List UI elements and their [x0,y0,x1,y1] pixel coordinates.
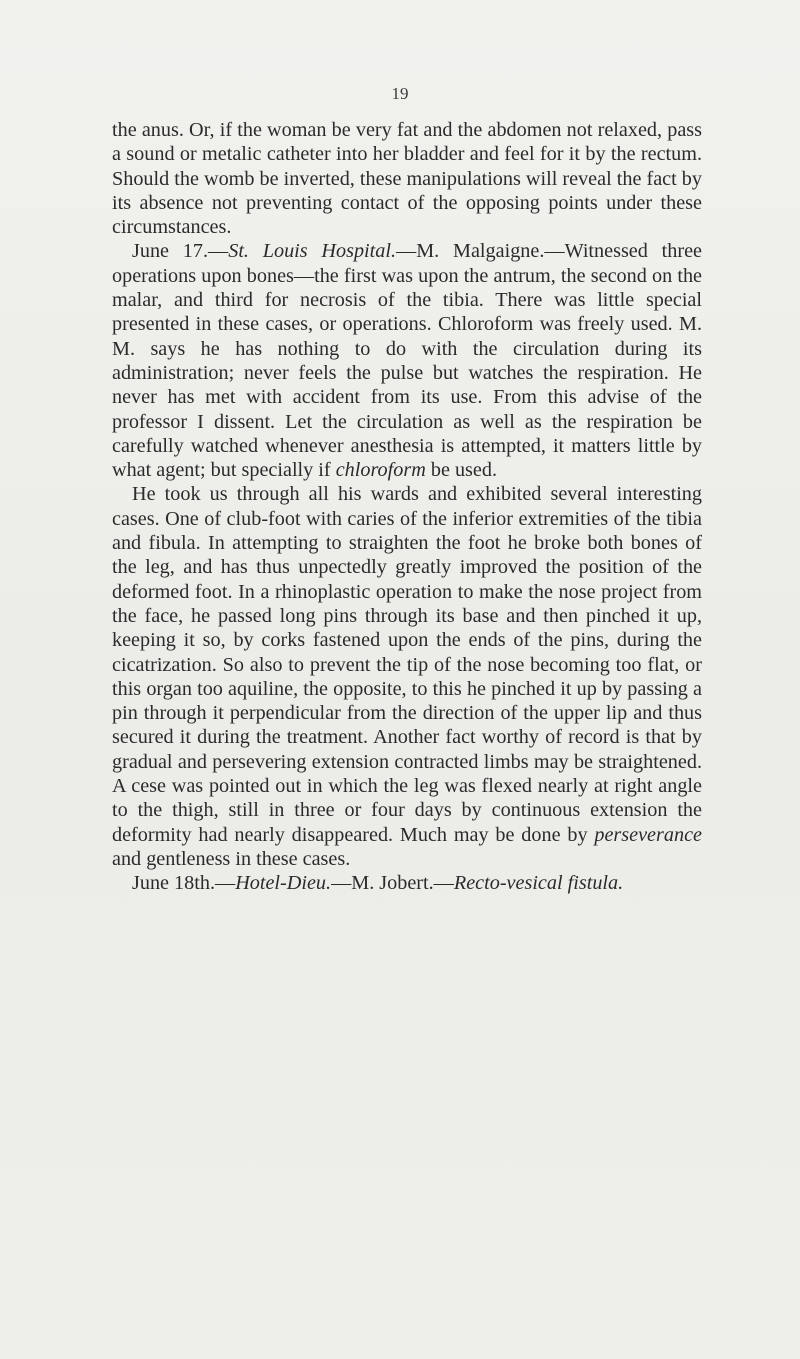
text-run: June 18th.— [132,872,236,895]
italic-text: Hotel-Dieu. [235,872,332,895]
text-run: and gentleness in these cases. [112,847,351,870]
paragraph-st-louis-hospital [112,239,702,482]
italic-text: chloroform [335,459,426,482]
page-number: 19 [391,84,409,103]
paragraph-hotel-dieu [112,871,702,895]
italic-text: Recto-vesical fistula. [453,872,624,895]
italic-text: perseverance [594,823,702,846]
italic-text: St. Louis Hospital. [228,240,397,263]
text-run: —M. Jobert.— [331,872,454,895]
body-text [112,118,702,896]
text-run: He took us through all his wards and exhibited several interesting cases. One of club-foot with caries of the inferior extremities of the tibia and fibula. In attempting to straighten the foot he broke both bones of the leg, and has thus unpectedly greatly improved the position of the deformed foot. In a rhinoplastic operation to make the nose project from the face, he passed long pins through its base and then pinched it up, keeping it so, by corks fastened upon the ends of the pins, during the cicatrization. So also to prevent the tip of the nose becoming too flat, or this organ too aquiline, the opposite, to this he pinched it up by passing a pin through it perpendicular from the direction of the upper lip and thus secured it during the treatment. Another fact worthy of record is that by gradual and persevering extension contracted limbs may be straightened. A cese was pointed out in which the leg was flexed nearly at right angle to the thigh, still in three or four days by continuous extension the deformity had nearly disappeared. Much may be done by [112,483,702,846]
paragraph-wards-cases [112,482,702,871]
paragraph-inverted-womb [112,118,702,239]
text-run: be used. [425,459,497,482]
text-run: —M. Malgaigne.—Witnessed three operations upon bones—the first was upon the antrum, the second on the malar, and third for necrosis of the tibia. There was little special presented in these cases, or operations. Chloroform was freely used. M. M. says he has nothing to do with the circulation during its administration; never feels the pulse but watches the respiration. He never has met with accident from its use. From this advise of the professor I dissent. Let the circulation as well as the respiration be carefully watched whenever anesthesia is attempted, it matters little by what agent; but specially if [112,240,702,482]
text-run: the anus. Or, if the woman be very fat and the abdomen not relaxed, pass a sound or metalic catheter into her bladder and feel for it by the rectum. Should the womb be inverted, these manipulations will reveal the fact by its absence not preventing contact of the opposing points under these circumstances. [112,119,702,239]
text-run: June 17.— [132,240,229,263]
